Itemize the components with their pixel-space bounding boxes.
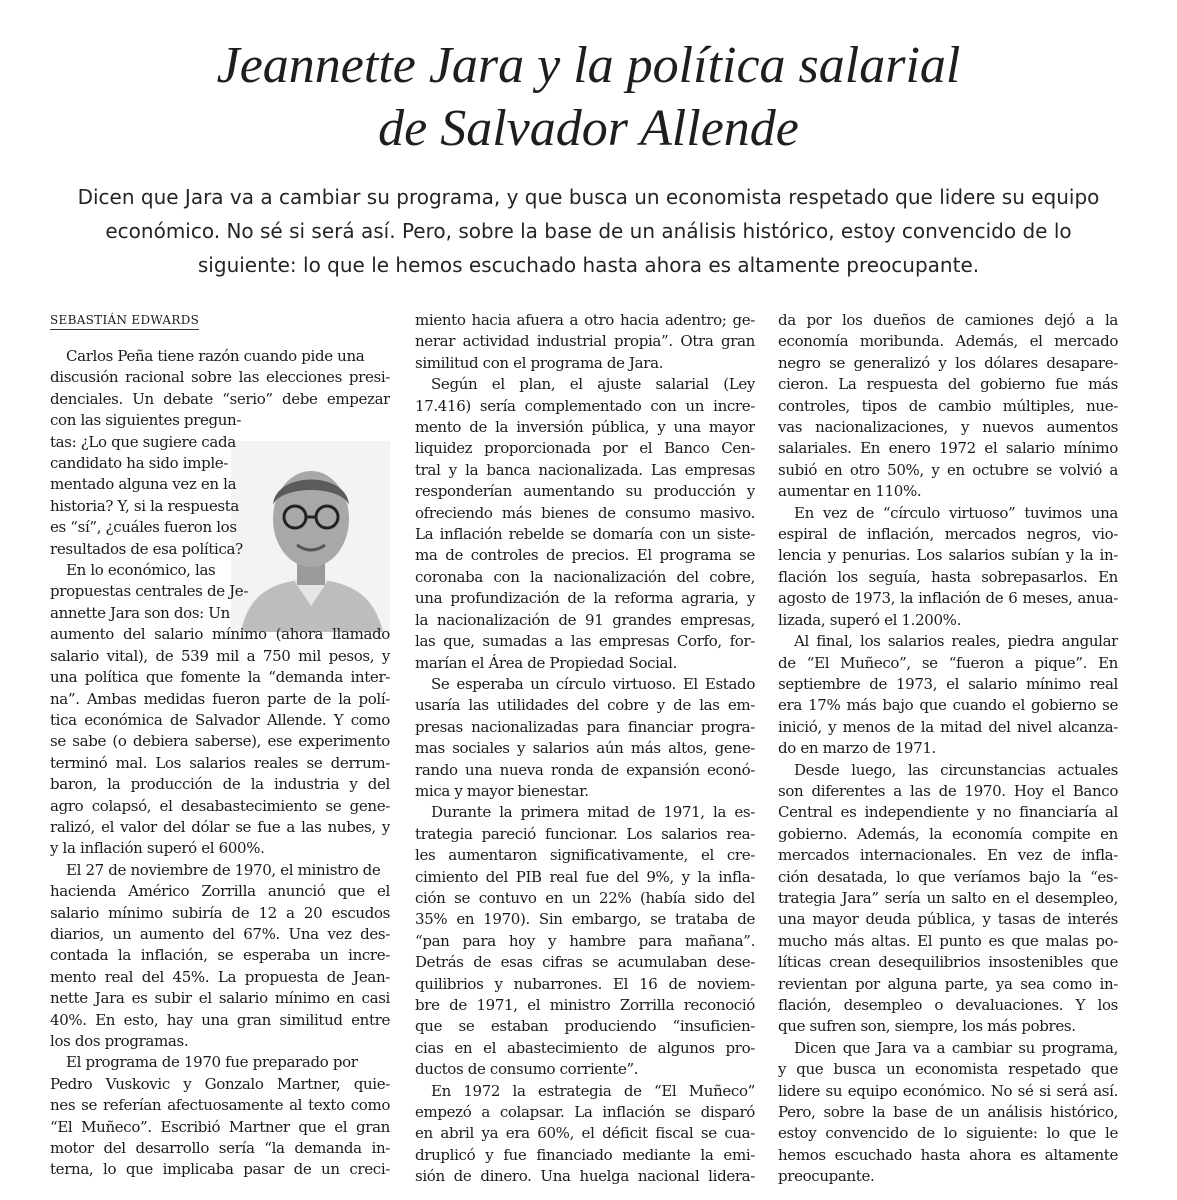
text-line: son diferentes a las de 1970. Hoy el Banco — [778, 781, 1118, 800]
lede-line: siguiente: lo que le hemos escuchado hasta ahora es altamente preocupante. — [197, 253, 980, 277]
text-line: agosto de 1973, la inflación de 6 meses, anua- — [778, 589, 1118, 608]
text-line: salariales. En enero 1972 el salario mínimo — [778, 439, 1118, 458]
headline — [60, 34, 1117, 160]
text-line: terna, lo que implicaba pasar de un creci- — [50, 1160, 390, 1179]
lede-line: económico. No sé si será así. Pero, sobre la base de un análisis histórico, estoy convencido de lo — [105, 219, 1072, 243]
text-line: flación los seguía, hasta sobrepasarlos. En — [778, 567, 1118, 586]
text-line: tas: ¿Lo que sugiere cada — [50, 432, 236, 451]
text-line: nes se referían afectuosamente al texto como — [50, 1096, 390, 1115]
text-line: ma de controles de precios. El programa se — [415, 546, 755, 565]
text-line: similitud con el programa de Jara. — [415, 353, 664, 372]
column-3 — [778, 310, 1118, 1188]
text-line: negro se generalizó y los dólares desapare- — [778, 353, 1118, 372]
text-line: liquidez proporcionada por el Banco Cen- — [415, 439, 755, 458]
text-line: inició, y menos de la mitad del nivel alcanza- — [778, 717, 1118, 736]
text-line: mento de la inversión pública, y una mayor — [415, 418, 755, 437]
text-line: controles, tipos de cambio múltiples, nue- — [778, 396, 1118, 415]
text-line: flación, desempleo o devaluaciones. Y los — [778, 996, 1118, 1014]
text-line: trategia pareció funcionar. Los salarios rea- — [415, 824, 755, 843]
text-line: preocupante. — [778, 1167, 875, 1186]
text-line: cias en el abastecimiento de algunos pro- — [415, 1038, 755, 1057]
text-line: Según el plan, el ajuste salarial (Ley — [431, 375, 755, 394]
text-line: líticas crean desequilibrios insostenibles que — [778, 953, 1118, 972]
text-line: miento hacia afuera a otro hacia adentro; ge- — [415, 311, 755, 329]
text-line: historia? Y, si la respuesta — [50, 496, 239, 515]
text-line: responderían aumentando su producción y — [415, 482, 755, 501]
text-line: bre de 1971, el ministro Zorrilla reconoció — [415, 996, 755, 1014]
text-line: de “El Muñeco”, se “fueron a pique”. En — [778, 653, 1118, 672]
text-line: Pedro Vuskovic y Gonzalo Martner, quie- — [50, 1074, 390, 1093]
text-line: En lo económico, las — [66, 561, 216, 580]
text-line: Detrás de esas cifras se acumulaban dese- — [415, 953, 755, 972]
text-line: estoy convencido de lo siguiente: lo que le — [778, 1124, 1118, 1143]
text-line: denciales. Un debate “serio” debe empezar — [50, 389, 390, 408]
text-line: da por los dueños de camiones dejó a la — [778, 311, 1118, 329]
text-line: mas sociales y salarios aún más altos, gene- — [415, 739, 755, 758]
text-line: y la inflación superó el 600%. — [50, 839, 265, 858]
text-line: revientan por alguna parte, ya sea como in- — [778, 974, 1118, 993]
text-line: cieron. La respuesta del gobierno fue más — [778, 375, 1118, 394]
text-line: subió en otro 50%, y en octubre se volvió a — [778, 460, 1118, 479]
text-line: Carlos Peña tiene razón cuando pide una — [66, 347, 365, 365]
text-line: en abril ya era 60%, el déficit fiscal se cua- — [415, 1124, 755, 1143]
text-line: druplicó y fue financiado mediante la emi- — [415, 1145, 755, 1164]
headline-line: de Salvador Allende — [378, 100, 799, 157]
text-line: una profundización de la reforma agraria, y — [415, 589, 755, 608]
text-line: Durante la primera mitad de 1971, la es- — [431, 803, 755, 822]
text-line: que se estaban produciendo “insuficien- — [415, 1017, 755, 1036]
text-line: ofreciendo más bienes de consumo masivo. — [415, 503, 755, 522]
text-line: terminó mal. Los salarios reales se derrum- — [50, 753, 390, 772]
text-line: quilibrios y nubarrones. El 16 de noviem- — [415, 974, 755, 993]
text-line: les aumentaron significativamente, el cre- — [415, 846, 755, 865]
byline: SEBASTIÁN EDWARDS — [50, 313, 199, 330]
text-line: mercados internacionales. En vez de infla- — [778, 846, 1118, 865]
text-line: candidato ha sido imple- — [50, 454, 229, 473]
text-line: contada la inflación, se esperaba un incre- — [50, 946, 390, 965]
text-line: una mayor deuda pública, y tasas de interés — [778, 910, 1118, 929]
text-line: economía moribunda. Además, el mercado — [778, 332, 1118, 351]
text-line: 17.416) sería complementado con un incre- — [415, 396, 755, 415]
text-line: y que busca un economista respetado que — [778, 1060, 1118, 1079]
text-line: tica económica de Salvador Allende. Y como — [50, 710, 390, 729]
text-line: diarios, un aumento del 67%. Una vez des- — [50, 924, 390, 943]
column-2 — [415, 310, 755, 1188]
text-line: En 1972 la estrategia de “El Muñeco” — [431, 1081, 755, 1100]
headline-line: Jeannette Jara y la política salarial — [216, 37, 961, 94]
text-line: una política que fomente la “demanda inter- — [50, 668, 390, 687]
text-line: salario vital), de 539 mil a 750 mil pesos, y — [50, 646, 390, 665]
text-line: mica y mayor bienestar. — [415, 781, 589, 800]
text-line: salario mínimo subiría de 12 a 20 escudos — [50, 903, 390, 922]
text-line: “pan para hoy y hambre para mañana”. — [415, 931, 755, 950]
text-line: propuestas centrales de Je- — [50, 582, 249, 601]
text-line: Pero, sobre la base de un análisis histórico, — [778, 1103, 1118, 1122]
text-line: rando una nueva ronda de expansión econó- — [415, 760, 755, 779]
text-line: ralizó, el valor del dólar se fue a las nubes, y — [50, 817, 390, 836]
text-line: los dos programas. — [50, 1032, 189, 1050]
text-line: Central es independiente y no financiaría al — [778, 803, 1118, 822]
text-line: con las siguientes pregun- — [50, 411, 242, 430]
text-line: las que, sumadas a las empresas Corfo, for- — [415, 632, 755, 651]
lede-line: Dicen que Jara va a cambiar su programa, y que busca un economista respetado que lidere su equipo — [77, 185, 1100, 209]
text-line: nerar actividad industrial propia”. Otra gran — [415, 332, 755, 351]
text-line: espiral de inflación, mercados negros, vio- — [778, 525, 1118, 544]
text-line: aumento del salario mínimo (ahora llamado — [50, 625, 390, 644]
text-line: la nacionalización de 91 grandes empresas, — [415, 610, 755, 629]
text-line: Se esperaba un círculo virtuoso. El Estado — [431, 674, 755, 693]
text-line: lencia y penurias. Los salarios subían y la in- — [778, 546, 1118, 565]
text-line: baron, la producción de la industria y del — [50, 775, 390, 794]
text-line: marían el Área de Propiedad Social. — [415, 653, 678, 672]
text-line: mentado alguna vez en la — [50, 475, 237, 494]
text-line: mento real del 45%. La propuesta de Jean- — [50, 967, 390, 986]
text-line: mucho más altas. El punto es que malas po- — [778, 931, 1118, 950]
text-line: era 17% más bajo que cuando el gobierno se — [778, 696, 1118, 715]
text-line: sión de dinero. Una huelga nacional lidera- — [415, 1167, 755, 1186]
text-line: El 27 de noviembre de 1970, el ministro de — [66, 860, 381, 879]
text-line: se sabe (o debiera saberse), ese experimento — [50, 732, 390, 751]
text-line: hacienda Américo Zorrilla anunció que el — [50, 882, 390, 901]
text-line: Desde luego, las circunstancias actuales — [794, 760, 1118, 779]
text-line: que sufren son, siempre, los más pobres. — [778, 1017, 1076, 1036]
text-line: cimiento del PIB real fue del 9%, y la infla- — [415, 867, 755, 886]
text-line: presas nacionalizadas para financiar progra- — [415, 717, 755, 736]
text-line: usaría las utilidades del cobre y de las em- — [415, 696, 755, 715]
lede — [30, 180, 1147, 282]
text-line: lidere su equipo económico. No sé si será así. — [778, 1081, 1118, 1100]
text-line: motor del desarrollo sería “la demanda in- — [50, 1139, 390, 1158]
text-line: El programa de 1970 fue preparado por — [66, 1053, 358, 1072]
text-line: 40%. En esto, hay una gran similitud entre — [50, 1010, 390, 1029]
text-line: ción desatada, lo que veríamos bajo la “es- — [778, 867, 1118, 886]
text-line: En vez de “círculo virtuoso” tuvimos una — [794, 503, 1118, 522]
column-1-body — [50, 346, 390, 1181]
text-line: empezó a colapsar. La inflación se disparó — [415, 1103, 755, 1122]
text-line: “El Muñeco”. Escribió Martner que el gran — [50, 1117, 390, 1136]
text-line: vas nacionalizaciones, y nuevos aumentos — [778, 418, 1118, 437]
text-line: tral y la banca nacionalizada. Las empresas — [415, 460, 755, 479]
text-line: 35% en 1970). Sin embargo, se trataba de — [415, 910, 755, 929]
text-line: Al final, los salarios reales, piedra angular — [794, 632, 1118, 651]
text-line: aumentar en 110%. — [778, 482, 922, 501]
text-line: resultados de esa política? — [50, 539, 243, 558]
text-line: trategia Jara” sería un salto en el desempleo, — [778, 888, 1118, 907]
text-line: hemos escuchado hasta ahora es altamente — [778, 1145, 1118, 1164]
text-line: gobierno. Además, la economía compite en — [778, 824, 1118, 843]
text-line: coronaba con la nacionalización del cobre, — [415, 567, 755, 586]
text-line: nette Jara es subir el salario mínimo en casi — [50, 989, 390, 1008]
text-line: La inflación rebelde se domaría con un siste- — [415, 525, 755, 544]
text-line: annette Jara son dos: Un — [50, 603, 230, 622]
text-line: Dicen que Jara va a cambiar su programa, — [794, 1038, 1118, 1057]
text-line: es “sí”, ¿cuáles fueron los — [50, 518, 237, 537]
text-line: lizada, superó el 1.200%. — [778, 610, 961, 629]
text-line: ción se contuvo en un 22% (había sido del — [415, 888, 755, 907]
text-line: do en marzo de 1971. — [778, 739, 936, 758]
text-line: na”. Ambas medidas fueron parte de la polí- — [50, 689, 390, 708]
text-line: ductos de consumo corriente”. — [415, 1060, 639, 1079]
text-line: agro colapsó, el desabastecimiento se gene- — [50, 796, 390, 815]
text-line: discusión racional sobre las elecciones presi- — [50, 368, 390, 387]
text-line: septiembre de 1973, el salario mínimo real — [778, 674, 1118, 693]
